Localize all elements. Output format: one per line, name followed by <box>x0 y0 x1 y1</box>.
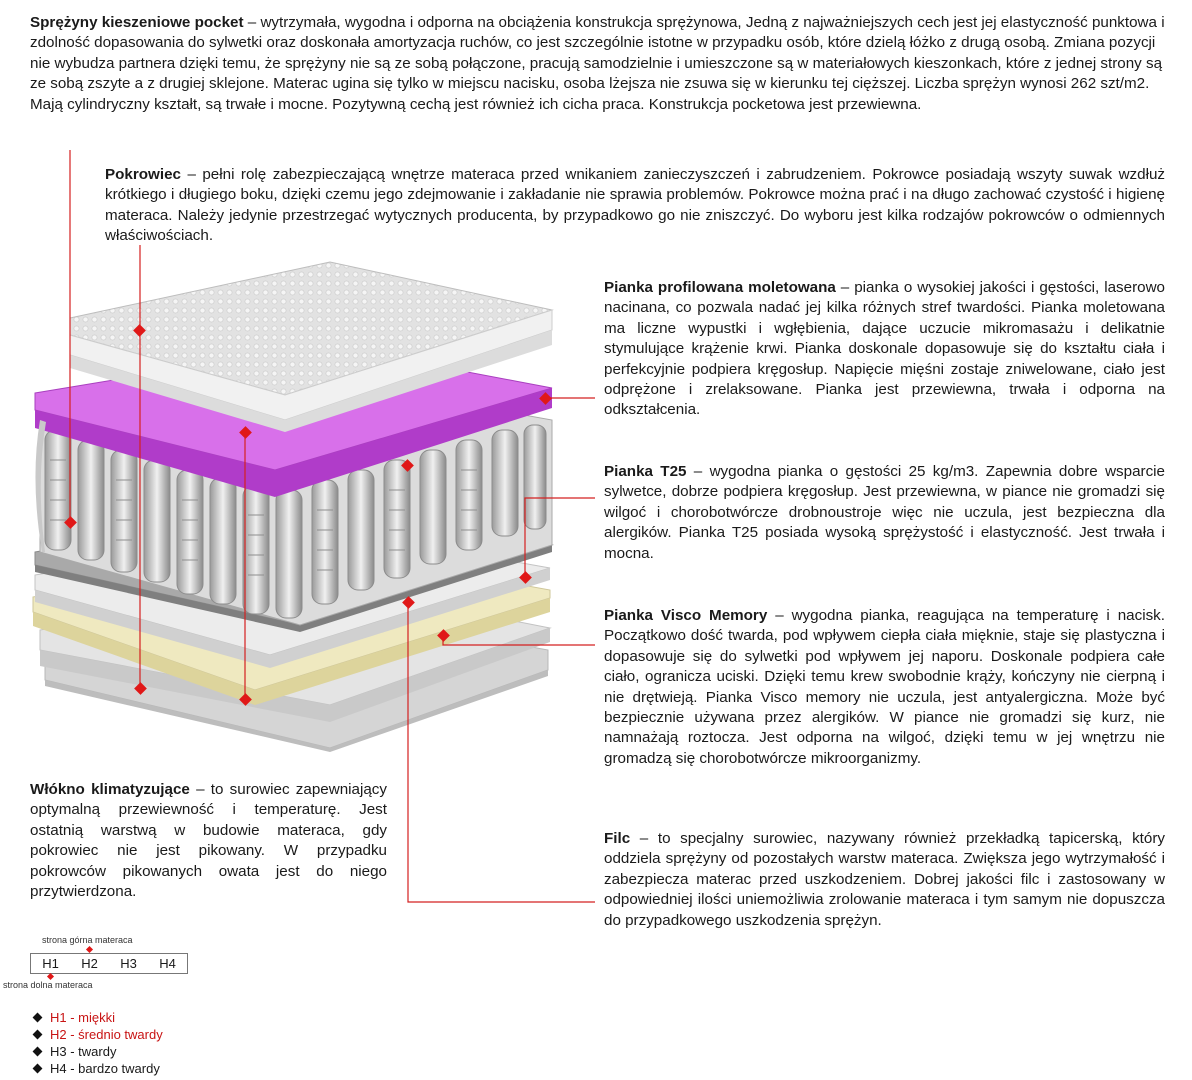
legend-label: H4 - bardzo twardy <box>50 1061 160 1076</box>
legend-label: H2 - średnio twardy <box>50 1027 163 1042</box>
legend-item-h2 <box>32 1026 163 1043</box>
visco-text: – wygodna pianka, reagująca na temperaturę i nacisk. Początkowo dość twarda, pod wpływem ciepła ciała mięknie, staje się plastyczna i dopasowuje się do sylwetki pod wpływem jej naporu. Doskonale podpiera całe ciało, ogranicza uciski. Dzięki temu krew swobodnie krąży, kończyny nie cierpną i nie drętwieją. Pianka Visco memory nie uczula, jest antyalergiczna. Może być bezpiecznie używana przez alergików. W piance nie gromadzi się kurz, nie namnażają roztocza. Jest odporna na wilgoć, dzięki temu w jej wnętrzu nie gromadzą się chorobotwórcze mikroorganizmy. <box>604 607 1165 767</box>
bottom-side-marker <box>47 973 54 980</box>
legend-label: H3 - twardy <box>50 1044 117 1059</box>
legend-label: H1 - miękki <box>50 1010 116 1025</box>
profile-foam-title: Pianka profilowana moletowana <box>604 279 836 296</box>
cover-title: Pokrowiec <box>105 166 181 183</box>
legend-item-h3 <box>32 1043 163 1060</box>
scale-h1: H1 <box>42 956 59 971</box>
cover-description <box>105 165 1165 247</box>
pocket-springs-block <box>40 380 552 625</box>
legend-item-h4 <box>32 1060 163 1077</box>
scale-h2: H2 <box>81 956 98 971</box>
fiber-text: – to surowiec zapewniający optymalną przewiewność i temperaturę. Jest ostatnią warstwą w budowie materaca, gdy pokrowiec nie jest pikowany. W przypadku pokrowców pikowanych owata jest do niego przytwierdzona. <box>30 781 387 901</box>
visco-memory-layer <box>33 548 550 705</box>
fiber-layer-bottom <box>45 610 548 752</box>
scale-h3: H3 <box>120 956 137 971</box>
springs-description <box>30 13 1166 115</box>
springs-side-fabric <box>35 420 46 552</box>
t25-text: – wygodna pianka o gęstości 25 kg/m3. Zapewnia dobre wsparcie sylwetce, dobrze podpiera kręgosłup. Jest przewiewna, w piance nie gromadzi się wilgoć i chorobotwórcze drobnoustroje więc nie uczula, jest bezpieczna dla alergików. Pianka T25 posiada wysoką sprężystość i elastyczność. Jest trwała i mocna. <box>604 463 1165 562</box>
visco-title: Pianka Visco Memory <box>604 607 768 624</box>
t25-title: Pianka T25 <box>604 463 687 480</box>
springs-title: Sprężyny kieszeniowe pocket <box>30 14 244 31</box>
felt-layer <box>35 500 552 632</box>
t25-foam-layer <box>35 528 550 668</box>
diamond-icon <box>33 1013 43 1023</box>
fiber-title: Włókno klimatyzujące <box>30 781 190 798</box>
felt-title: Filc <box>604 830 631 847</box>
felt-text: – to specjalny surowiec, nazywany również przekładką tapicerską, który oddziela sprężyny od pozostałych warstw materaca. Zwiększa jego wytrzymałość i zabezpiecza materac przed uszkodzeniem. Dobrej jakości filc i zastosowany w odpowiedniej ilości uniemożliwia zrolowanie materaca i tym samym nie dopuszcza do przypadkowego uszkodzenia sprężyn. <box>604 830 1165 929</box>
scale-h4: H4 <box>159 956 176 971</box>
firmness-legend <box>32 1009 163 1077</box>
t25-description <box>604 462 1165 564</box>
cover-text: – pełni rolę zabezpieczającą wnętrze materaca przed wnikaniem zanieczyszczeń i zabrudzeniem. Pokrowce posiadają wszyty suwak wzdłuż krótkiego i długiego boku, dzięki czemu jego zdejmowanie i zakładanie nie sprawia problemów. Pokrowce można prać i na długo zachować czystość i higienę materaca. Należy jedynie przestrzegać wytycznych producenta, by przypadkowo go nie zniszczyć. Do wyboru jest kilka rodzajów pokrowców o odmiennych właściwościach. <box>105 166 1165 245</box>
visco-description <box>604 606 1165 769</box>
layer-markers <box>64 324 552 706</box>
springs-text: – wytrzymała, wygodna i odporna na obciążenia konstrukcja sprężynowa, Jedną z najważniejszych cech jest jej elastyczność punktowa i zdolność dopasowania do sylwetki oraz doskonała amortyzacja ruchów, co jest szczególnie istotne w przypadku osób, które dzielą łóżko z drugą osobą. Zmiana pozycji nie wybudza partnera dzięki temu, że sprężyny nie są ze sobą połączone, pracują samodzielnie i umieszczone są w materiałowych kieszonkach, które z jednej strony są ze sobą zszyte a z drugiej sklejone. Materac ugina się tylko w miejscu nacisku, osoba lżejsza nie zsuwa się w kierunku tej cięższej. Liczba sprężyn wynosi 262 szt/m2. Mają cylindryczny kształt, są trwałe i mocne. Pozytywną cechą jest również ich cicha praca. Konstrukcja pocketowa jest przewiewna. <box>30 14 1165 113</box>
profile-foam-text: – pianka o wysokiej jakości i gęstości, laserowo nacinana, co pozwala nadać jej kilka różnych stref twardości. Pianka moletowana ma liczne wypustki i wgłębienia, dające uczucie mikromasażu i delikatnie stymulujące krążenie krwi. Pianka doskonale dopasowuje się do kształtu ciała i perfekcyjnie podpiera kręgosłup. Napięcie mięśni zostaje zniwelowane, ciało jest odprężone i zrelaksowane. Pianka jest przewiewna, trwała i odporna na odkształcenia. <box>604 279 1165 419</box>
fiber-description <box>30 780 387 902</box>
legend-item-h1 <box>32 1009 163 1026</box>
diamond-icon <box>33 1047 43 1057</box>
profiled-foam-layer <box>35 345 552 497</box>
top-side-marker <box>86 946 93 953</box>
diamond-icon <box>33 1064 43 1074</box>
fiber-layer-lower <box>40 585 550 722</box>
firmness-scale <box>30 953 188 974</box>
top-side-label: strona górna materaca <box>42 935 133 945</box>
profile-foam-description <box>604 278 1165 421</box>
diamond-icon <box>33 1030 43 1040</box>
felt-description <box>604 829 1165 931</box>
firmness-scale-panel <box>0 930 260 1080</box>
cover-layer <box>70 262 552 432</box>
bottom-side-label: strona dolna materaca <box>3 980 93 990</box>
